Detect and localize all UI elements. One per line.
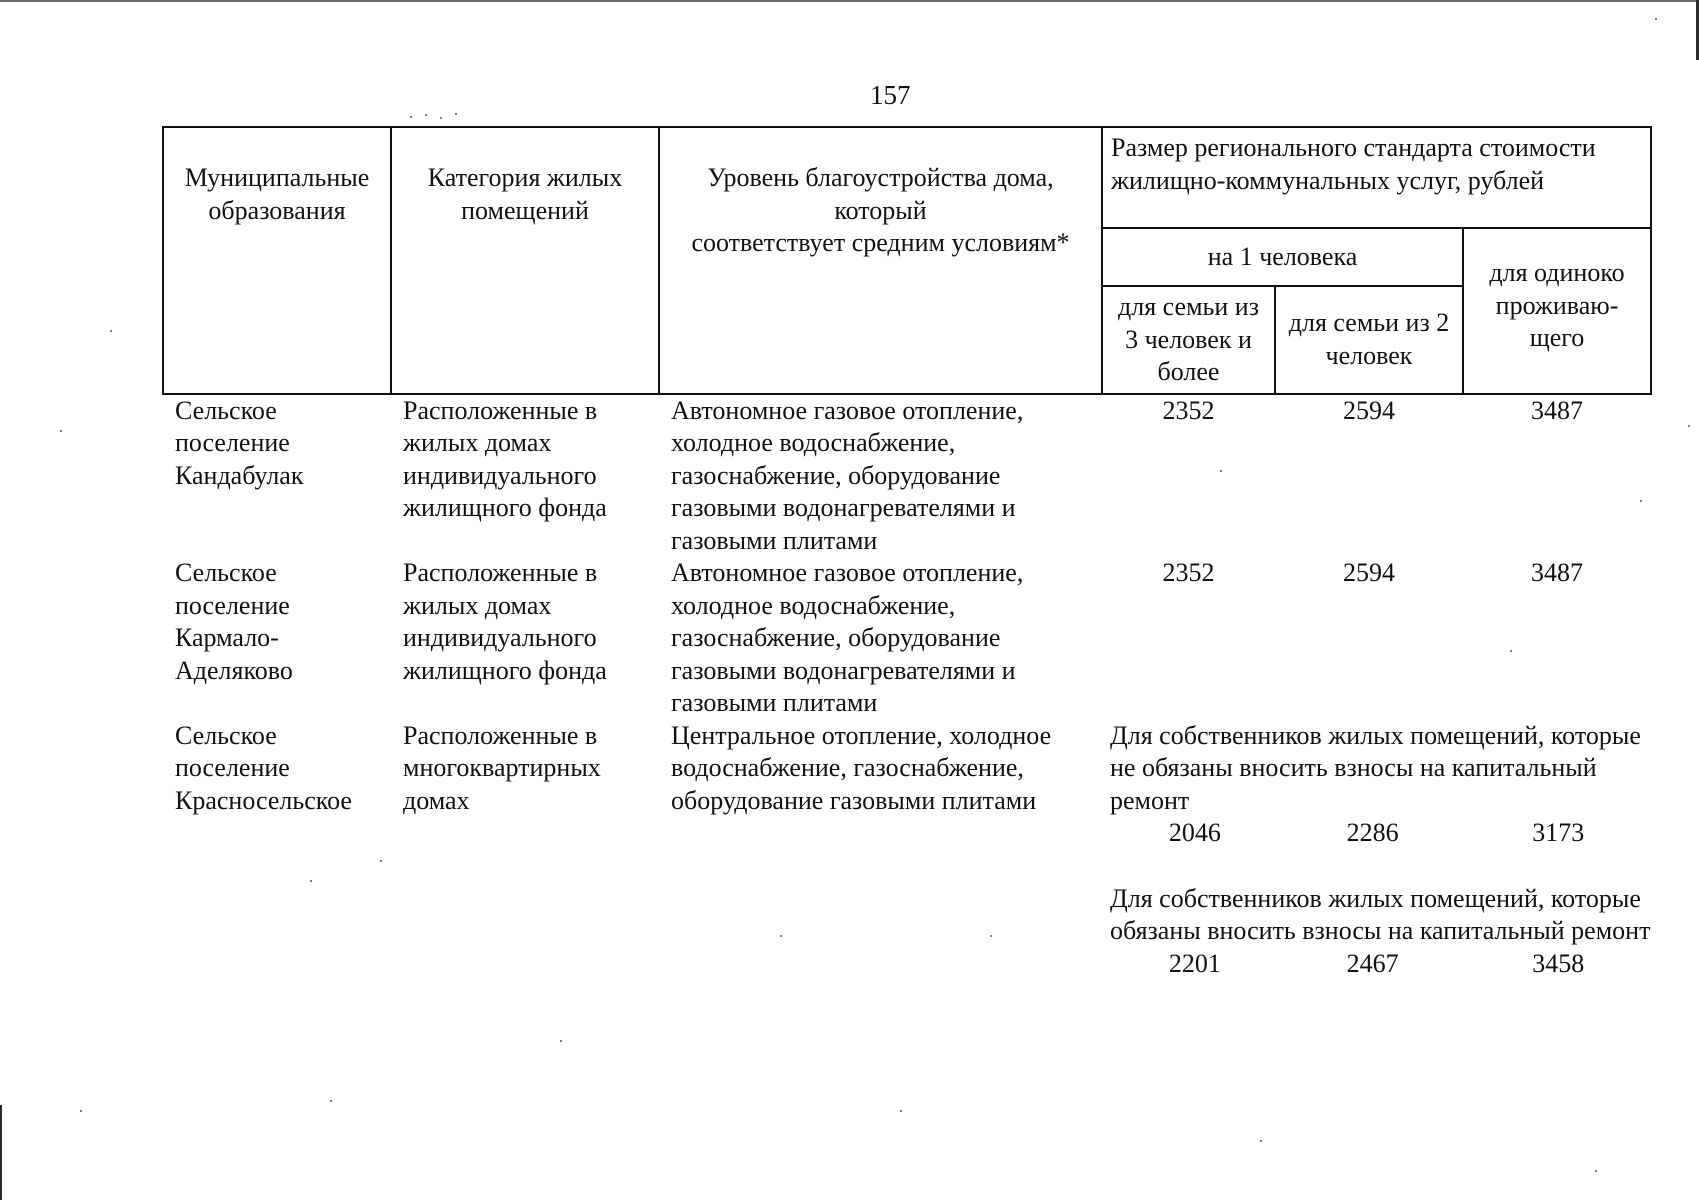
row-family3: 2352 [1162, 395, 1215, 425]
note-spacer [1110, 850, 1651, 883]
scan-speck [1260, 1140, 1262, 1142]
header-category: Категория жилых помещений [391, 127, 659, 394]
scan-speck [425, 114, 427, 116]
row-level: Центральное отопление, холодное водоснабжение, газоснабжение, оборудование газовыми плитами [671, 720, 1052, 815]
page-number: 157 [870, 80, 911, 110]
note2-family2: 2467 [1346, 948, 1399, 978]
header-level-line1: Уровень благоустройства дома, [707, 163, 1054, 192]
scan-edge-left [0, 1105, 2, 1200]
header-level-line3: соответствует средним условиям* [691, 228, 1070, 257]
owner-note-2-values [1110, 948, 1651, 981]
scan-speck [330, 1100, 332, 1102]
note1-family2: 2286 [1346, 818, 1399, 847]
header-family2: для семьи из 2 человек [1275, 286, 1463, 394]
row-family2: 2594 [1343, 558, 1395, 587]
note2-single: 3458 [1532, 948, 1585, 978]
note1-single: 3173 [1532, 818, 1585, 847]
owner-note-1-values [1110, 817, 1651, 850]
scan-speck [80, 1110, 82, 1112]
row-single: 3487 [1531, 558, 1584, 587]
scan-edge-top [0, 0, 1699, 2]
scan-speck [455, 113, 457, 115]
row-single: 3487 [1531, 395, 1584, 425]
row-municipality: Сельское поселение Кандабулак [175, 395, 304, 490]
header-single: для одиноко проживаю-щего [1463, 228, 1651, 394]
row-family2: 2594 [1343, 395, 1395, 425]
row-category: Расположенные в многоквартирных домах [403, 720, 601, 815]
header-municipality: Муниципальные образования [163, 127, 391, 394]
note2-family3: 2201 [1168, 948, 1221, 978]
scan-speck [110, 330, 112, 332]
owner-note-with-capital-repair: Для собственников жилых помещений, которые обязаны вносить взносы на капитальный ремонт [1110, 883, 1651, 945]
row-level: Автономное газовое отопление, холодное водоснабжение, газоснабжение, оборудование газовыми водонагревателями и газовыми плитами [671, 395, 1024, 555]
header-per-person: на 1 человека [1102, 228, 1463, 286]
scan-speck [1655, 18, 1657, 20]
owner-note-no-capital-repair: Для собственников жилых помещений, которые не обязаны вносить взносы на капитальный ремонт [1110, 720, 1641, 815]
row-category: Расположенные в жилых домах индивидуального жилищного фонда [403, 558, 607, 685]
table-row [163, 720, 1651, 981]
table-row [163, 394, 1651, 558]
note1-family3: 2046 [1168, 818, 1221, 847]
scan-speck [1688, 425, 1690, 427]
header-level [659, 127, 1102, 394]
scan-speck [410, 116, 412, 118]
row-category: Расположенные в жилых домах индивидуального жилищного фонда [403, 395, 607, 522]
scan-speck [440, 117, 442, 119]
table-row [163, 557, 1651, 720]
row-municipality: Сельское поселение Кармало-Аделяково [175, 558, 293, 685]
header-family3: для семьи из 3 человек и более [1102, 286, 1275, 394]
row-owner-notes [1102, 720, 1651, 981]
row-level: Автономное газовое отопление, холодное водоснабжение, газоснабжение, оборудование газовыми водонагревателями и газовыми плитами [671, 558, 1024, 717]
scan-speck [1595, 1170, 1597, 1172]
scan-speck [560, 1040, 562, 1042]
header-level-line2: который [834, 195, 927, 225]
housing-standard-table [162, 126, 1652, 980]
header-row-1 [163, 127, 1651, 228]
header-standard-size: Размер регионального стандарта стоимости жилищно-коммунальных услуг, рублей [1102, 127, 1651, 228]
scan-speck [900, 1110, 902, 1112]
row-family3: 2352 [1162, 558, 1215, 587]
row-municipality: Сельское поселение Красносельское [175, 720, 352, 815]
scan-speck [60, 430, 62, 432]
